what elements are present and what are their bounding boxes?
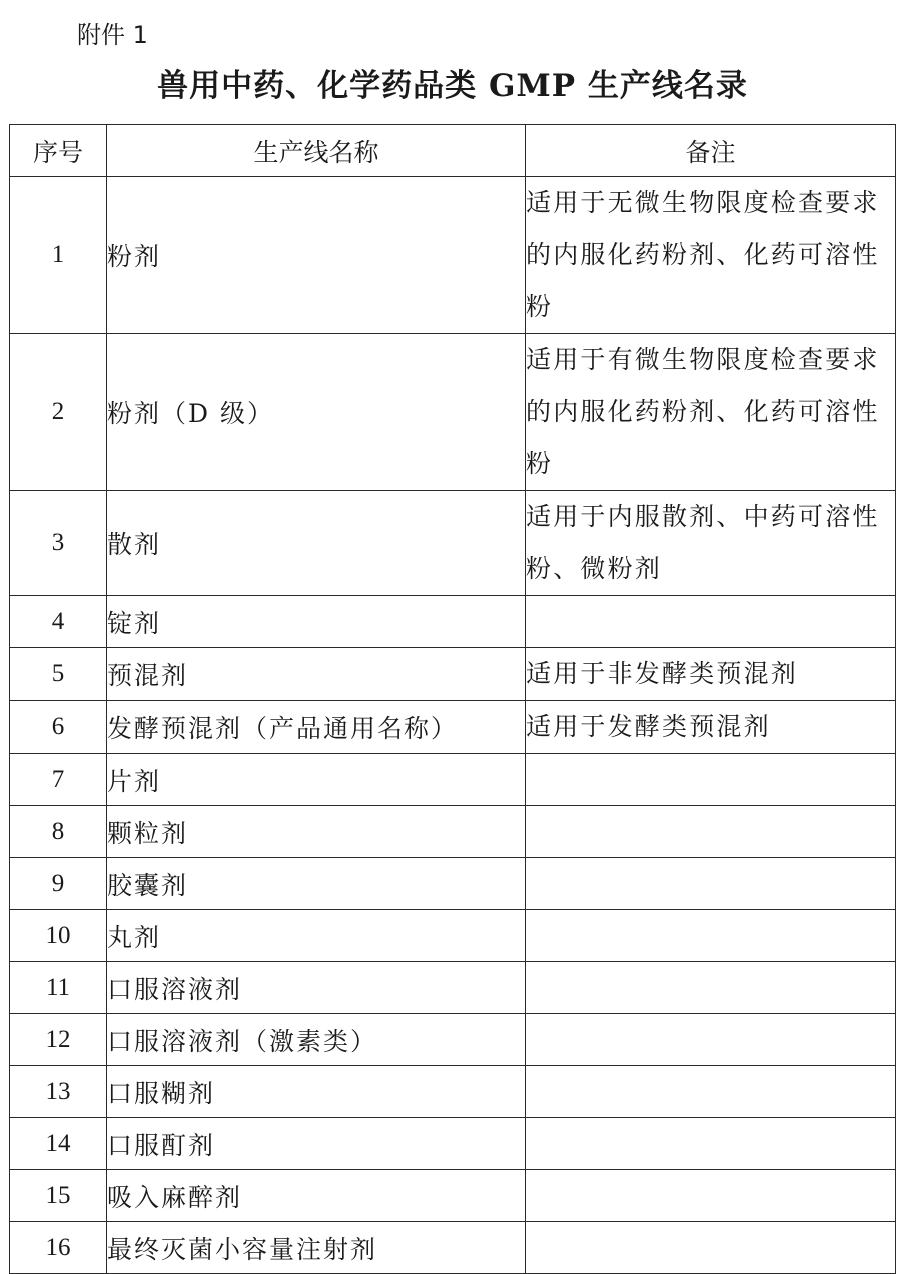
line-name: 颗粒剂 [107, 806, 526, 858]
line-name: 丸剂 [107, 910, 526, 962]
remark [526, 754, 896, 806]
line-name: 锭剂 [107, 596, 526, 648]
remark [526, 1170, 896, 1222]
column-header-remarks: 备注 [526, 125, 896, 177]
line-name: 口服糊剂 [107, 1066, 526, 1118]
document-title: 兽用中药、化学药品类 GMP 生产线名录 [157, 68, 748, 104]
remark [526, 1222, 896, 1274]
remark: 适用于发酵类预混剂 [526, 701, 896, 754]
line-name: 粉剂 [107, 177, 526, 334]
table-row [10, 177, 896, 334]
remark [526, 962, 896, 1014]
table-row [10, 910, 896, 962]
remark [526, 858, 896, 910]
line-name: 吸入麻醉剂 [107, 1170, 526, 1222]
line-name: 预混剂 [107, 648, 526, 701]
table-row [10, 491, 896, 596]
row-number: 15 [10, 1170, 107, 1222]
remark [526, 910, 896, 962]
line-name: 最终灭菌小容量注射剂 [107, 1222, 526, 1274]
table-row [10, 754, 896, 806]
row-number: 14 [10, 1118, 107, 1170]
row-number: 8 [10, 806, 107, 858]
line-name: 口服溶液剂（激素类） [107, 1014, 526, 1066]
column-header-line-name: 生产线名称 [107, 125, 526, 177]
row-number: 4 [10, 596, 107, 648]
table-row [10, 596, 896, 648]
line-name: 片剂 [107, 754, 526, 806]
table-row [10, 806, 896, 858]
row-number: 5 [10, 648, 107, 701]
row-number: 9 [10, 858, 107, 910]
line-name: 发酵预混剂（产品通用名称） [107, 701, 526, 754]
table-row [10, 1014, 896, 1066]
remark: 适用于内服散剂、中药可溶性粉、微粉剂 [526, 491, 896, 596]
remark [526, 806, 896, 858]
row-number: 3 [10, 491, 107, 596]
attachment-label: 附件 1 [77, 21, 148, 49]
line-name: 粉剂（D 级） [107, 334, 526, 491]
line-name: 胶囊剂 [107, 858, 526, 910]
row-number: 11 [10, 962, 107, 1014]
remark [526, 596, 896, 648]
row-number: 10 [10, 910, 107, 962]
row-number: 1 [10, 177, 107, 334]
production-line-table [9, 124, 896, 1274]
line-name: 散剂 [107, 491, 526, 596]
remark [526, 1118, 896, 1170]
table-row [10, 1066, 896, 1118]
remark [526, 1066, 896, 1118]
remark: 适用于无微生物限度检查要求的内服化药粉剂、化药可溶性粉 [526, 177, 896, 334]
row-number: 16 [10, 1222, 107, 1274]
remark [526, 1014, 896, 1066]
row-number: 12 [10, 1014, 107, 1066]
table-row [10, 1222, 896, 1274]
table-row [10, 962, 896, 1014]
remark: 适用于有微生物限度检查要求的内服化药粉剂、化药可溶性粉 [526, 334, 896, 491]
table-row [10, 334, 896, 491]
table-row [10, 858, 896, 910]
table-row [10, 1118, 896, 1170]
table-header-row [10, 125, 896, 177]
table-row [10, 1170, 896, 1222]
line-name: 口服溶液剂 [107, 962, 526, 1014]
remark: 适用于非发酵类预混剂 [526, 648, 896, 701]
table-row [10, 648, 896, 701]
row-number: 13 [10, 1066, 107, 1118]
row-number: 7 [10, 754, 107, 806]
row-number: 6 [10, 701, 107, 754]
row-number: 2 [10, 334, 107, 491]
line-name: 口服酊剂 [107, 1118, 526, 1170]
table-row [10, 701, 896, 754]
column-header-number: 序号 [10, 125, 107, 177]
